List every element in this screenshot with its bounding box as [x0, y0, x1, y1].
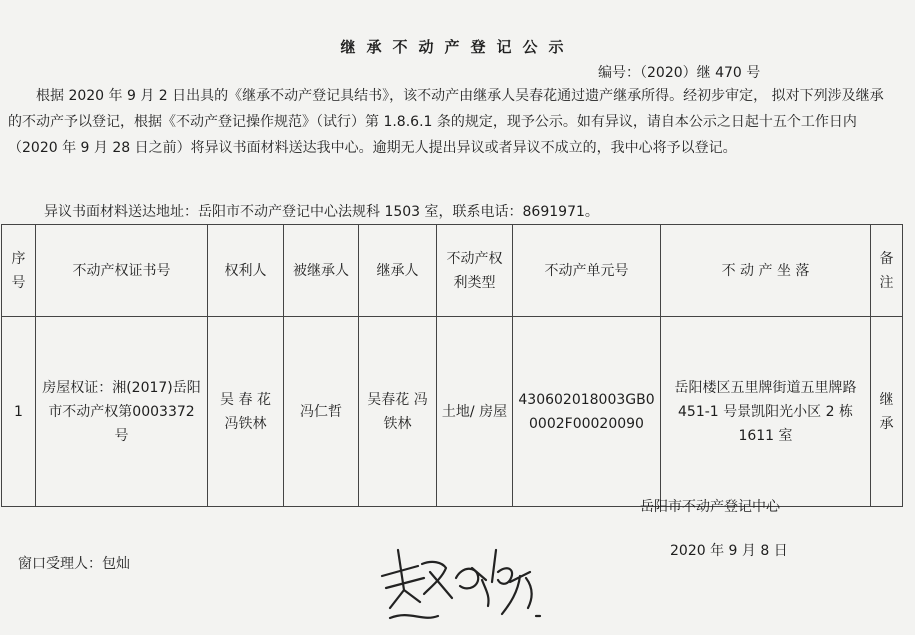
notice-body-paragraph: 根据 2020 年 9 月 2 日出具的《继承不动产登记具结书》，该不动产由继承人吴春花通过遗产继承所得。经初步审定， 拟对下列涉及继承的不动产予以登记，根据《不动产登记操作规范》（试行）第 1.8.6.1 条的规定，现予公示。如有异议，请自本公示之日起十五个工作日内（2020 年 9 月 28 日之前）将异议书面材料送达我中心。逾期无人提出异议或者异议不成立的，我中心将予以登记。	[8, 88, 884, 156]
cell-unit-no: 430602018003GB0 0002F00020090	[513, 317, 661, 507]
cell-remark: 继承	[871, 317, 903, 507]
header-right-holder: 权利人	[208, 225, 284, 317]
cell-cert-no: 房屋权证：湘(2017)岳阳市不动产权第0003372 号	[36, 317, 208, 507]
cell-seq: 1	[2, 317, 36, 507]
header-right-type: 不动产权利类型	[437, 225, 513, 317]
inheritance-records-table	[1, 224, 903, 507]
issue-date: 2020 年 9 月 8 日	[670, 543, 788, 559]
header-seq: 序号	[2, 225, 36, 317]
window-clerk: 窗口受理人：包灿	[18, 556, 130, 572]
cell-decedent: 冯仁哲	[284, 317, 359, 507]
table-header-row	[2, 225, 903, 317]
handwritten-signature	[360, 520, 560, 630]
cell-right-type: 土地/ 房屋	[437, 317, 513, 507]
document-number: 编号：（2020）继 470 号	[598, 65, 761, 81]
cell-heir: 吴春花 冯铁林	[359, 317, 437, 507]
header-unit-no: 不动产单元号	[513, 225, 661, 317]
cell-right-holder: 吴 春 花 冯铁林	[208, 317, 284, 507]
header-decedent: 被继承人	[284, 225, 359, 317]
header-remark: 备注	[871, 225, 903, 317]
objection-address-line: 异议书面材料送达地址：岳阳市不动产登记中心法规科 1503 室，联系电话：8691971。	[44, 204, 599, 220]
header-heir: 继承人	[359, 225, 437, 317]
header-cert-no: 不动产权证书号	[36, 225, 208, 317]
table-row	[2, 317, 903, 507]
notice-title: 继承不动产登记公示	[340, 38, 575, 56]
cell-location: 岳阳楼区五里牌街道五里牌路 451-1 号景凯阳光小区 2 栋 1611 室	[661, 317, 871, 507]
header-location: 不 动 产 坐 落	[661, 225, 871, 317]
issuing-organization: 岳阳市不动产登记中心	[640, 499, 780, 515]
